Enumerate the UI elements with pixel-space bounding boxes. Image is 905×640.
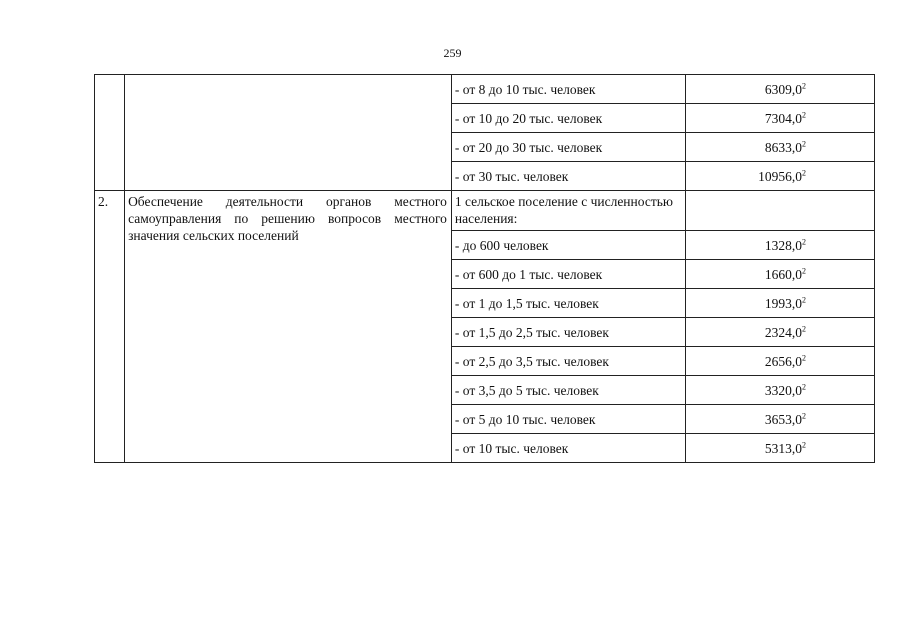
rate-value: [686, 347, 875, 376]
rate-amount: 2324,0: [764, 324, 802, 340]
footnote-mark: 2: [802, 266, 806, 275]
population-header: 1 сельское поселение с численностью населения:: [451, 191, 686, 231]
footnote-mark: 2: [802, 81, 806, 90]
rate-value: [686, 162, 875, 191]
rate-value: [686, 231, 875, 260]
footnote-mark: 2: [802, 382, 806, 391]
population-band: - от 10 до 20 тыс. человек: [451, 104, 686, 133]
rate-amount: 2656,0: [764, 353, 802, 369]
norms-table: [94, 74, 875, 463]
population-band: - от 8 до 10 тыс. человек: [451, 75, 686, 104]
rate-amount: 10956,0: [758, 168, 802, 184]
footnote-mark: 2: [802, 139, 806, 148]
rate-amount: 7304,0: [764, 110, 802, 126]
rate-amount: 8633,0: [764, 139, 802, 155]
rate-value: [686, 405, 875, 434]
rate-value: [686, 434, 875, 463]
footnote-mark: 2: [802, 295, 806, 304]
rate-value: [686, 104, 875, 133]
rate-amount: 6309,0: [764, 81, 802, 97]
rate-value: [686, 75, 875, 104]
population-band: - до 600 человек: [451, 231, 686, 260]
population-band: - от 10 тыс. человек: [451, 434, 686, 463]
rate-value: [686, 376, 875, 405]
footnote-mark: 2: [802, 353, 806, 362]
footnote-mark: 2: [802, 168, 806, 177]
rate-amount: 3320,0: [764, 382, 802, 398]
rate-amount: 3653,0: [764, 411, 802, 427]
row-number: 2.: [95, 191, 125, 463]
footnote-mark: 2: [802, 324, 806, 333]
population-band: - от 1 до 1,5 тыс. человек: [451, 289, 686, 318]
population-band: - от 20 до 30 тыс. человек: [451, 133, 686, 162]
footnote-mark: 2: [802, 411, 806, 420]
row-number-cell: [95, 75, 125, 191]
rate-amount: 1660,0: [764, 266, 802, 282]
rate-amount: 1993,0: [764, 295, 802, 311]
rate-value: [686, 318, 875, 347]
footnote-mark: 2: [802, 110, 806, 119]
description-cell: [125, 75, 452, 191]
rate-value: [686, 133, 875, 162]
table-row: [95, 191, 875, 231]
rate-amount: 5313,0: [764, 440, 802, 456]
empty-value-cell: [686, 191, 875, 231]
population-band: - от 3,5 до 5 тыс. человек: [451, 376, 686, 405]
table-row: [95, 75, 875, 104]
page-number: 259: [443, 46, 462, 60]
population-band: - от 5 до 10 тыс. человек: [451, 405, 686, 434]
activity-description: Обеспечение деятельности органов местного самоуправления по решению вопросов местного значения сельских поселений: [128, 194, 447, 243]
rate-value: [686, 289, 875, 318]
rate-value: [686, 260, 875, 289]
population-band: - от 600 до 1 тыс. человек: [451, 260, 686, 289]
footnote-mark: 2: [802, 440, 806, 449]
population-band: - от 1,5 до 2,5 тыс. человек: [451, 318, 686, 347]
footnote-mark: 2: [802, 237, 806, 246]
description-cell: [125, 191, 452, 463]
rate-amount: 1328,0: [764, 237, 802, 253]
population-band: - от 30 тыс. человек: [451, 162, 686, 191]
population-band: - от 2,5 до 3,5 тыс. человек: [451, 347, 686, 376]
